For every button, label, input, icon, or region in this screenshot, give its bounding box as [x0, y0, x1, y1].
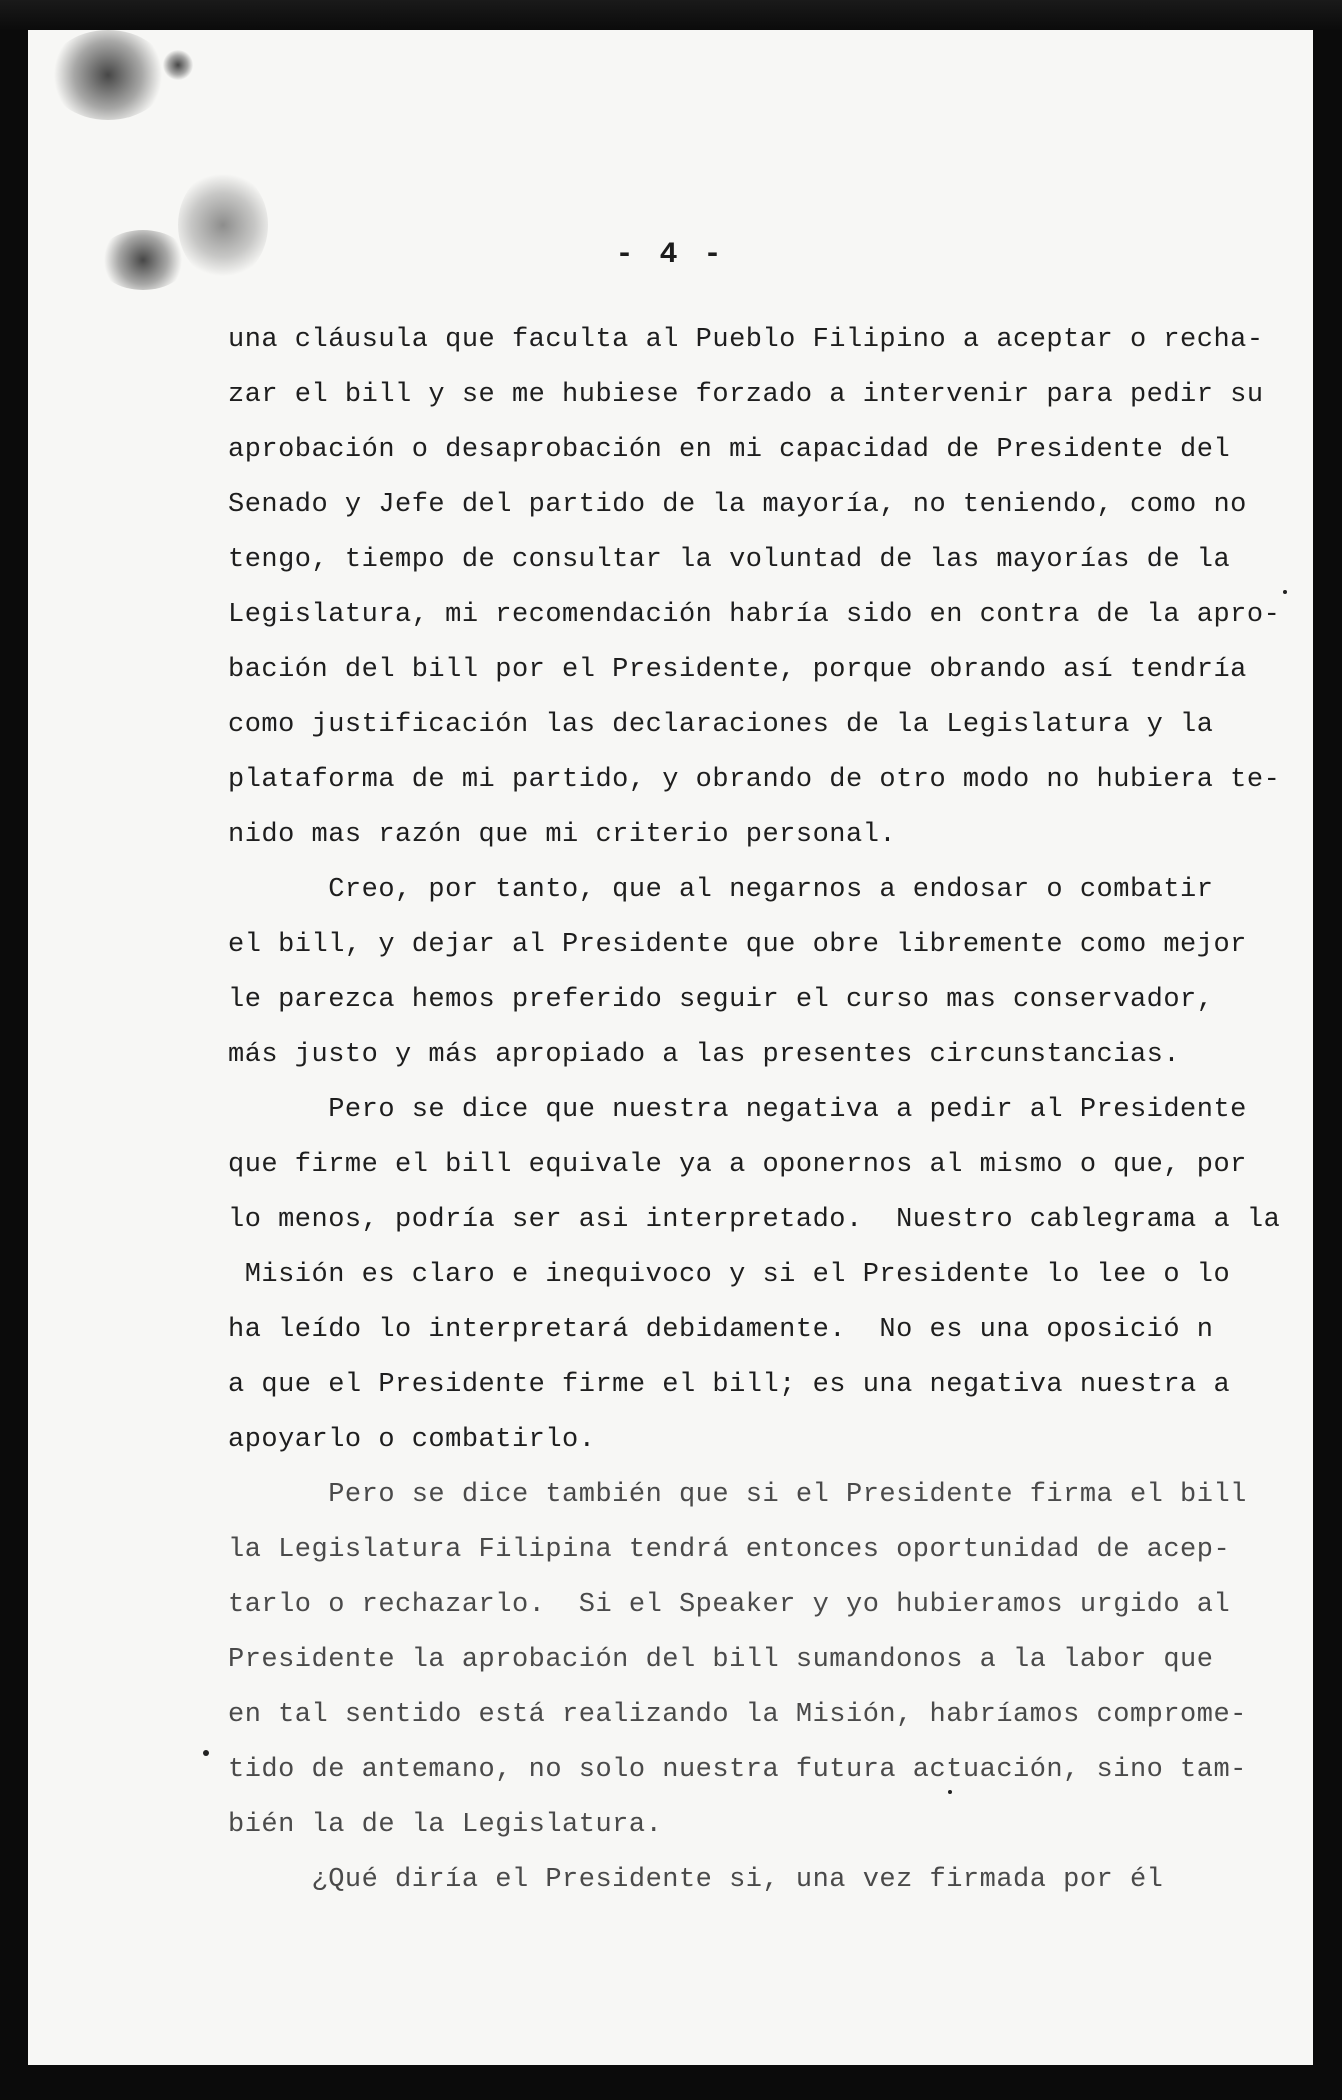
text-line: en tal sentido está realizando la Misión, habríamos comprome- [228, 1700, 1247, 1730]
text-line: aprobación o desaprobación en mi capacidad de Presidente del [228, 435, 1231, 465]
text-line: Pero se dice también que si el Presidente firma el bill [228, 1480, 1247, 1510]
text-line: el bill, y dejar al Presidente que obre libremente como mejor [228, 930, 1247, 960]
page-number: - 4 - [615, 238, 726, 272]
text-line: apoyarlo o combatirlo. [228, 1425, 596, 1455]
text-line: más justo y más apropiado a las presentes circunstancias. [228, 1040, 1181, 1070]
text-line: como justificación las declaraciones de la Legislatura y la [228, 710, 1214, 740]
text-line: tido de antemano, no solo nuestra futura actuación, sino tam- [228, 1755, 1247, 1785]
ink-speck [203, 1750, 209, 1756]
text-line: bación del bill por el Presidente, porque obrando así tendría [228, 655, 1247, 685]
text-line: tarlo o rechazarlo. Si el Speaker y yo hubieramos urgido al [228, 1590, 1231, 1620]
text-line: Senado y Jefe del partido de la mayoría, no teniendo, como no [228, 490, 1247, 520]
text-line: zar el bill y se me hubiese forzado a intervenir para pedir su [228, 380, 1264, 410]
ink-speck [948, 1790, 952, 1794]
text-line: tengo, tiempo de consultar la voluntad de las mayorías de la [228, 545, 1231, 575]
text-line: lo menos, podría ser asi interpretado. Nuestro cablegrama a la [228, 1205, 1281, 1235]
letter-body [228, 313, 1281, 1908]
text-line: plataforma de mi partido, y obrando de otro modo no hubiera te- [228, 765, 1281, 795]
ink-smudge [163, 50, 193, 80]
text-line: a que el Presidente firme el bill; es una negativa nuestra a [228, 1370, 1231, 1400]
ink-speck [1283, 590, 1287, 594]
text-line: Creo, por tanto, que al negarnos a endosar o combatir [228, 875, 1214, 905]
text-line: Legislatura, mi recomendación habría sido en contra de la apro- [228, 600, 1281, 630]
document-page [28, 30, 1313, 2065]
text-line: ha leído lo interpretará debidamente. No es una oposició n [228, 1315, 1214, 1345]
text-line: una cláusula que faculta al Pueblo Filipino a aceptar o recha- [228, 325, 1264, 355]
text-line: ¿Qué diría el Presidente si, una vez firmada por él [228, 1865, 1164, 1895]
text-line: nido mas razón que mi criterio personal. [228, 820, 897, 850]
text-line: la Legislatura Filipina tendrá entonces oportunidad de acep- [228, 1535, 1231, 1565]
ink-smudge [48, 30, 168, 120]
text-line: bién la de la Legislatura. [228, 1810, 663, 1840]
text-line: que firme el bill equivale ya a oponernos al mismo o que, por [228, 1150, 1247, 1180]
text-line: le parezca hemos preferido seguir el curso mas conservador, [228, 985, 1214, 1015]
text-line: Presidente la aprobación del bill sumandonos a la labor que [228, 1645, 1214, 1675]
text-line: Misión es claro e inequivoco y si el Presidente lo lee o lo [228, 1260, 1231, 1290]
scan-top-edge [0, 0, 1342, 30]
text-line: Pero se dice que nuestra negativa a pedir al Presidente [228, 1095, 1247, 1125]
